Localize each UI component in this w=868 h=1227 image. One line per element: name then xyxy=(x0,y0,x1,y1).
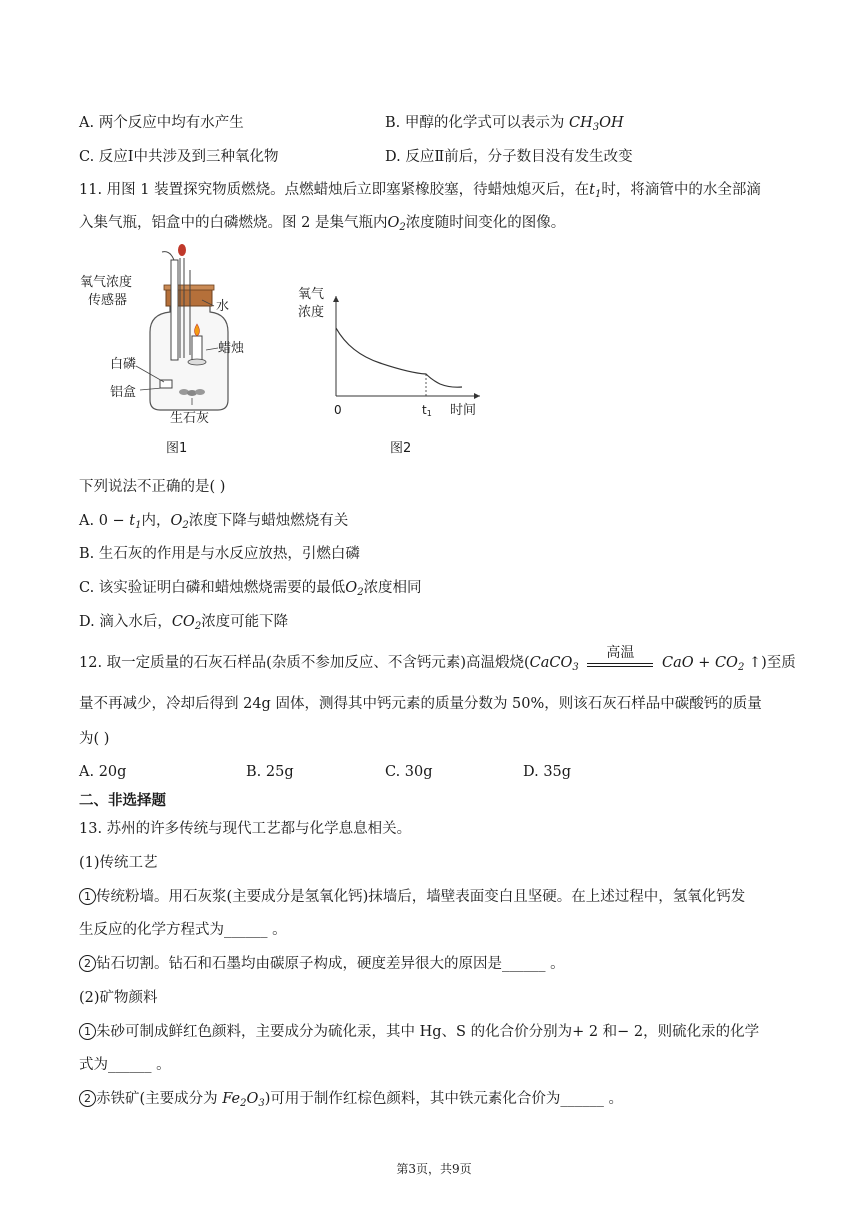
box-label: 铝盒 xyxy=(110,385,137,400)
figure-1-caption: 图1 xyxy=(166,441,188,456)
sensor-label-2: 传感器 xyxy=(88,293,128,308)
q12-option-b: B. 25g xyxy=(246,764,294,780)
figure-1-apparatus xyxy=(78,240,258,465)
q12-option-a: A. 20g xyxy=(79,764,127,780)
section-heading: 二、非选择题 xyxy=(79,793,166,809)
q13-item4: 2 赤铁矿(主要成分为 $Fe_2O_3$)可用于制作红棕色颜料，其中铁元素化合价为______ 。 xyxy=(79,1089,623,1114)
y-axis-label-2: 浓度 xyxy=(298,305,325,320)
q10-option-a: A. 两个反应中均有水产生 xyxy=(79,115,244,131)
q11-question: 下列说法不正确的是( ) xyxy=(79,479,226,495)
water-label: 水 xyxy=(216,299,230,314)
lime-label: 生石灰 xyxy=(170,411,210,426)
figure-2-graph xyxy=(290,278,490,463)
q13-sub1: (1)传统工艺 xyxy=(79,855,158,871)
q10-option-b: B. 甲醇的化学式可以表示为 $CH_3OH$ xyxy=(385,115,624,133)
t1-label: t1 xyxy=(422,403,432,418)
q11-option-a: A. $0 - t_1$内，$O_2$浓度下降与蜡烛燃烧有关 xyxy=(79,513,349,531)
q12-line3: 为( ) xyxy=(79,731,110,747)
x-axis-label: 时间 xyxy=(450,403,477,418)
q10-option-c: C. 反应Ⅰ中共涉及到三种氧化物 xyxy=(79,149,279,165)
circled-number: 2 xyxy=(79,955,96,972)
circled-number: 1 xyxy=(79,1023,96,1040)
q13-intro: 13. 苏州的许多传统与现代工艺都与化学息息相关。 xyxy=(79,821,412,837)
sensor-label: 氧气浓度 xyxy=(80,275,133,290)
origin-label: 0 xyxy=(334,403,342,417)
q13-item1-line1: 1 传统粉墙。用石灰浆(主要成分是氢氧化钙)抹墙后，墙壁表面变白且坚硬。在上述过程中，氢氧化钙发 xyxy=(79,887,745,907)
circled-number: 1 xyxy=(79,888,96,905)
page-footer: 第3页，共9页 xyxy=(396,1162,472,1176)
q10-option-d: D. 反应Ⅱ前后，分子数目没有发生改变 xyxy=(385,149,633,165)
reaction-condition: 高温 xyxy=(587,657,653,667)
q12-option-d: D. 35g xyxy=(523,764,572,780)
q13-item3-line2: 式为______ 。 xyxy=(79,1057,171,1073)
q13-item2: 2 钻石切割。钻石和石墨均由碳原子构成，硬度差异很大的原因是______ 。 xyxy=(79,954,565,974)
q11-stem-line1: 11. 用图 1 装置探究物质燃烧。点燃蜡烛后立即塞紧橡胶塞，待蜡烛熄灭后，在$t_1$时，将滴管中的水全部滴 xyxy=(79,182,761,200)
candle-label: 蜡烛 xyxy=(218,341,245,356)
circled-number: 2 xyxy=(79,1090,96,1107)
q12-line2: 量不再减少，冷却后得到 24g 固体，测得其中钙元素的质量分数为 50%，则该石灰石样品中碳酸钙的质量 xyxy=(79,696,762,712)
q11-stem-line2: 入集气瓶，铝盒中的白磷燃烧。图 2 是集气瓶内$O_2$浓度随时间变化的图像。 xyxy=(79,215,566,233)
q12-option-c: C. 30g xyxy=(385,764,433,780)
q11-option-c: C. 该实验证明白磷和蜡烛燃烧需要的最低$O_2$浓度相同 xyxy=(79,580,422,598)
q13-sub2: (2)矿物颜料 xyxy=(79,990,158,1006)
q11-option-d: D. 滴入水后，$CO_2$浓度可能下降 xyxy=(79,614,289,632)
q13-item1-line2: 生反应的化学方程式为______ 。 xyxy=(79,922,287,938)
q13-item3-line1: 1 朱砂可制成鲜红色颜料，主要成分为硫化汞，其中 Hg、S 的化合价分别为+ 2 和− 2，则硫化汞的化学 xyxy=(79,1022,759,1042)
q11-option-b: B. 生石灰的作用是与水反应放热，引燃白磷 xyxy=(79,546,360,562)
y-axis-label: 氧气 xyxy=(298,287,325,302)
figure-2-caption: 图2 xyxy=(390,441,412,456)
q12-line1: 12. 取一定质量的石灰石样品(杂质不参加反应、不含钙元素)高温煅烧(CaCO$_3$ 高温 CaO + $CO_2$ ↑)至质 xyxy=(79,645,796,673)
phosphorus-label: 白磷 xyxy=(110,357,137,372)
